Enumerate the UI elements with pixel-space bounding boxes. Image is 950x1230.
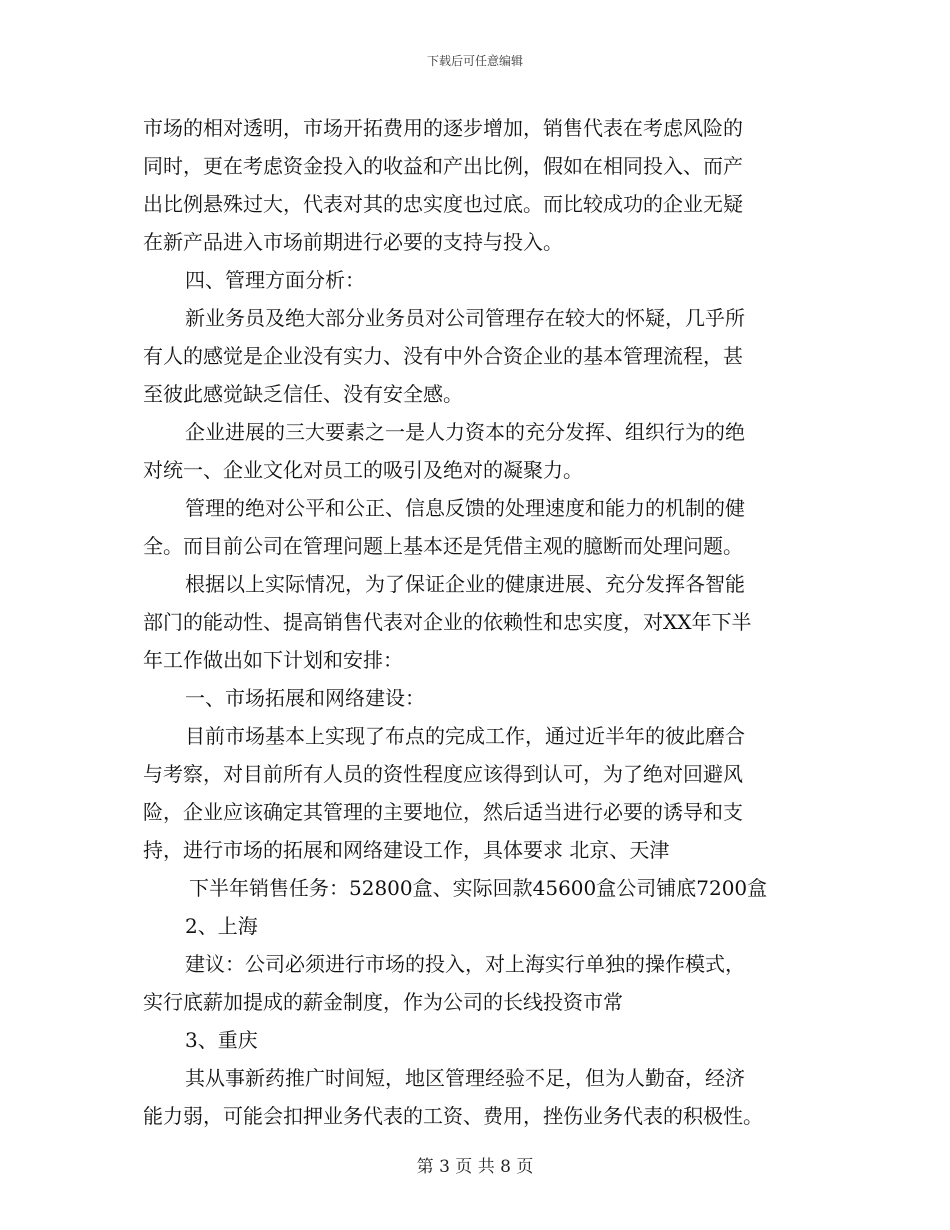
paragraph-line: 同时，更在考虑资金投入的收益和产出比例，假如在相同投入、而产: [143, 154, 743, 178]
paragraph-line: 部门的能动性、提高销售代表对企业的依赖性和忠实度，对XX年下半: [143, 610, 752, 634]
page-header: 下载后可任意编辑: [426, 54, 523, 68]
paragraph-line: 其从事新药推广时间短，地区管理经验不足，但为人勤奋，经济: [185, 1066, 745, 1090]
paragraph-line: 全。而目前公司在管理问题上基本还是凭借主观的臆断而处理问题。: [143, 534, 743, 558]
paragraph-line: 至彼此感觉缺乏信任、没有安全感。: [143, 382, 463, 406]
section-heading: 一、市场拓展和网络建设：: [185, 686, 425, 710]
paragraph-line: 对统一、企业文化对员工的吸引及绝对的凝聚力。: [143, 458, 583, 482]
paragraph-line: 建议：公司必须进行市场的投入，对上海实行单独的操作模式，: [185, 952, 745, 976]
paragraph-line: 在新产品进入市场前期进行必要的支持与投入。: [143, 230, 563, 254]
paragraph-line: 管理的绝对公平和公正、信息反馈的处理速度和能力的机制的健: [185, 496, 745, 520]
section-heading: 四、管理方面分析：: [185, 268, 365, 292]
sales-target-line: 下半年销售任务：52800盒、实际回款45600盒公司铺底7200盒: [189, 876, 768, 900]
paragraph-line: 险，企业应该确定其管理的主要地位，然后适当进行必要的诱导和支: [143, 800, 743, 824]
document-body: [143, 109, 813, 1135]
paragraph-line: 持，进行市场的拓展和网络建设工作，具体要求 北京、天津: [143, 838, 670, 862]
paragraph-line: 有人的感觉是企业没有实力、没有中外合资企业的基本管理流程，甚: [143, 344, 743, 368]
paragraph-line: 根据以上实际情况，为了保证企业的健康进展、充分发挥各智能: [185, 572, 745, 596]
paragraph-line: 企业进展的三大要素之一是人力资本的充分发挥、组织行为的绝: [185, 420, 745, 444]
paragraph-line: 与考察，对目前所有人员的资性程度应该得到认可，为了绝对回避风: [143, 762, 743, 786]
paragraph-line: 市场的相对透明，市场开拓费用的逐步增加，销售代表在考虑风险的: [143, 116, 743, 140]
paragraph-line: 年工作做出如下计划和安排：: [143, 648, 403, 672]
paragraph-line: 出比例悬殊过大，代表对其的忠实度也过底。而比较成功的企业无疑: [143, 192, 743, 216]
paragraph-line: 新业务员及绝大部分业务员对公司管理存在较大的怀疑，几乎所: [185, 306, 745, 330]
paragraph-line: 目前市场基本上实现了布点的完成工作，通过近半年的彼此磨合: [185, 724, 745, 748]
paragraph-line: 能力弱，可能会扣押业务代表的工资、费用，挫伤业务代表的积极性。: [143, 1104, 763, 1128]
paragraph-line: 实行底薪加提成的薪金制度，作为公司的长线投资市常: [143, 990, 623, 1014]
page-number: 第 3 页 共 8 页: [416, 1157, 534, 1177]
region-heading: 3、重庆: [185, 1028, 258, 1052]
region-heading: 2、上海: [185, 914, 258, 938]
